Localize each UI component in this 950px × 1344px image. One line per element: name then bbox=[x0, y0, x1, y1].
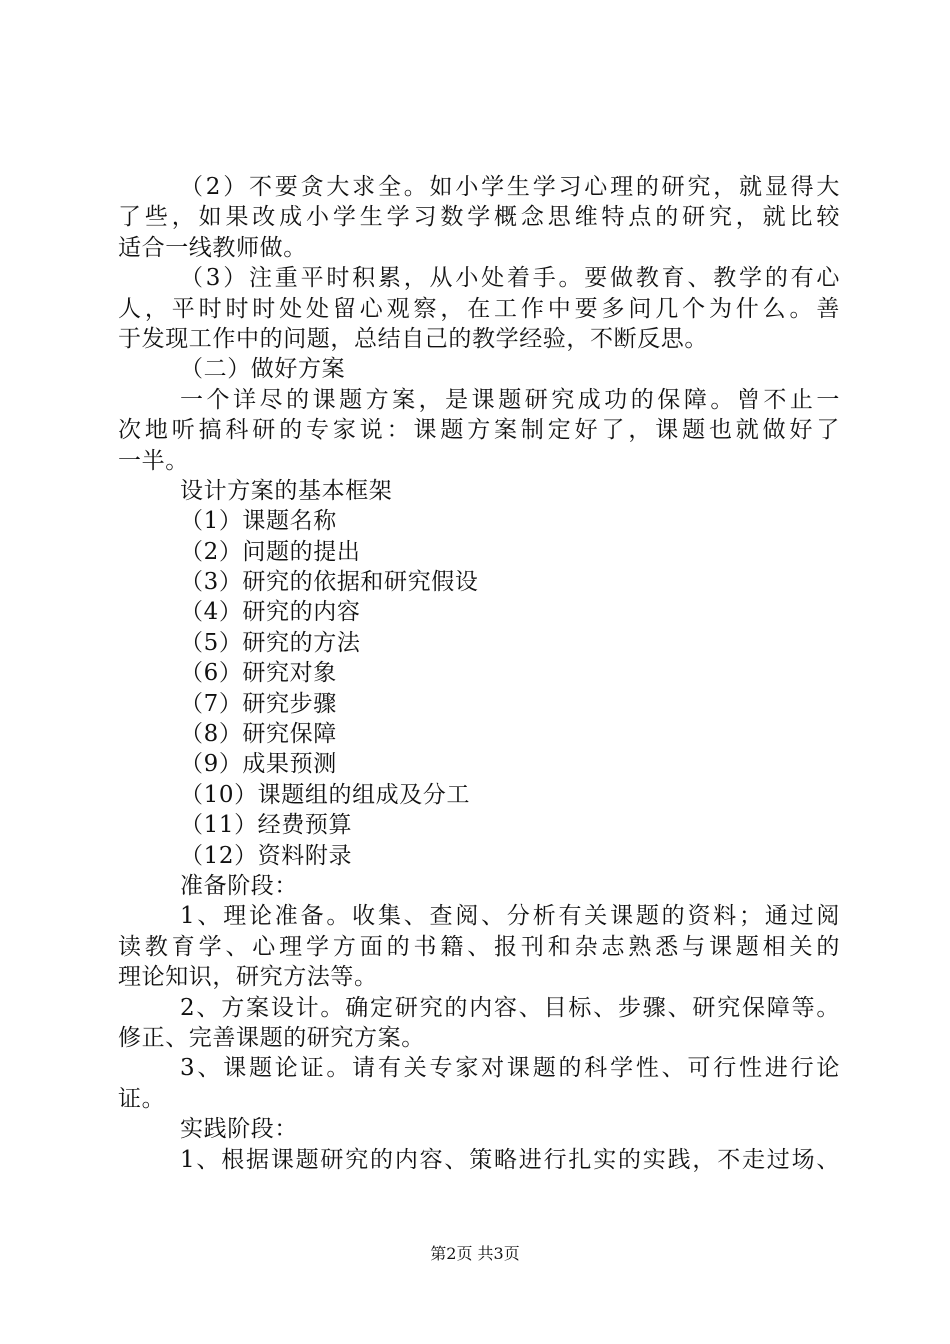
paragraph-line: 证。 bbox=[118, 1085, 166, 1112]
paragraph-line: 一半。 bbox=[118, 447, 189, 474]
list-item: （7）研究步骤 bbox=[180, 690, 337, 717]
paragraph-line: 读教育学、心理学方面的书籍、报刊和杂志熟悉与课题相关的 bbox=[118, 933, 840, 960]
paragraph-line: 次地听搞科研的专家说：课题方案制定好了，课题也就做好了 bbox=[118, 417, 840, 444]
list-item: （6）研究对象 bbox=[180, 660, 337, 687]
paragraph-line: 适合一线教师做。 bbox=[118, 234, 307, 261]
paragraph-line: 1、根据课题研究的内容、策略进行扎实的实践，不走过场、 bbox=[180, 1146, 840, 1173]
paragraph-line: 人，平时时时处处留心观察，在工作中要多问几个为什么。善 bbox=[118, 295, 840, 322]
paragraph-line: 1、理论准备。收集、查阅、分析有关课题的资料；通过阅 bbox=[180, 903, 840, 930]
list-item: （8）研究保障 bbox=[180, 721, 337, 748]
list-item: （12）资料附录 bbox=[180, 842, 353, 869]
page-footer: 第2页 共3页 bbox=[430, 1244, 520, 1263]
paragraph-line: 一个详尽的课题方案，是课题研究成功的保障。曾不止一 bbox=[180, 386, 840, 413]
paragraph-line: 2、方案设计。确定研究的内容、目标、步骤、研究保障等。 bbox=[180, 994, 840, 1021]
list-item: （9）成果预测 bbox=[180, 751, 337, 778]
stage-heading: 准备阶段： bbox=[180, 872, 298, 899]
list-item: （5）研究的方法 bbox=[180, 629, 361, 656]
list-item: （3）研究的依据和研究假设 bbox=[180, 569, 479, 596]
paragraph-line: 修正、完善课题的研究方案。 bbox=[118, 1024, 425, 1051]
document-body bbox=[118, 172, 840, 1175]
paragraph-line: （3）注重平时积累，从小处着手。要做教育、教学的有心 bbox=[180, 265, 840, 292]
list-item: （2）问题的提出 bbox=[180, 538, 361, 565]
stage-heading: 实践阶段： bbox=[180, 1116, 298, 1143]
paragraph-line: 于发现工作中的问题，总结自己的教学经验，不断反思。 bbox=[118, 325, 708, 352]
list-item: （10）课题组的组成及分工 bbox=[180, 781, 471, 808]
paragraph-line: 了些，如果改成小学生学习数学概念思维特点的研究，就比较 bbox=[118, 204, 840, 231]
section-heading: （二）做好方案 bbox=[180, 356, 346, 383]
list-item: （1）课题名称 bbox=[180, 508, 337, 535]
list-item: （11）经费预算 bbox=[180, 812, 353, 839]
list-item: （4）研究的内容 bbox=[180, 599, 361, 626]
paragraph-line: 3、课题论证。请有关专家对课题的科学性、可行性进行论 bbox=[180, 1055, 840, 1082]
paragraph-line: 理论知识，研究方法等。 bbox=[118, 964, 378, 991]
paragraph-line: （2）不要贪大求全。如小学生学习心理的研究，就显得大 bbox=[180, 174, 840, 200]
list-heading: 设计方案的基本框架 bbox=[180, 477, 393, 504]
